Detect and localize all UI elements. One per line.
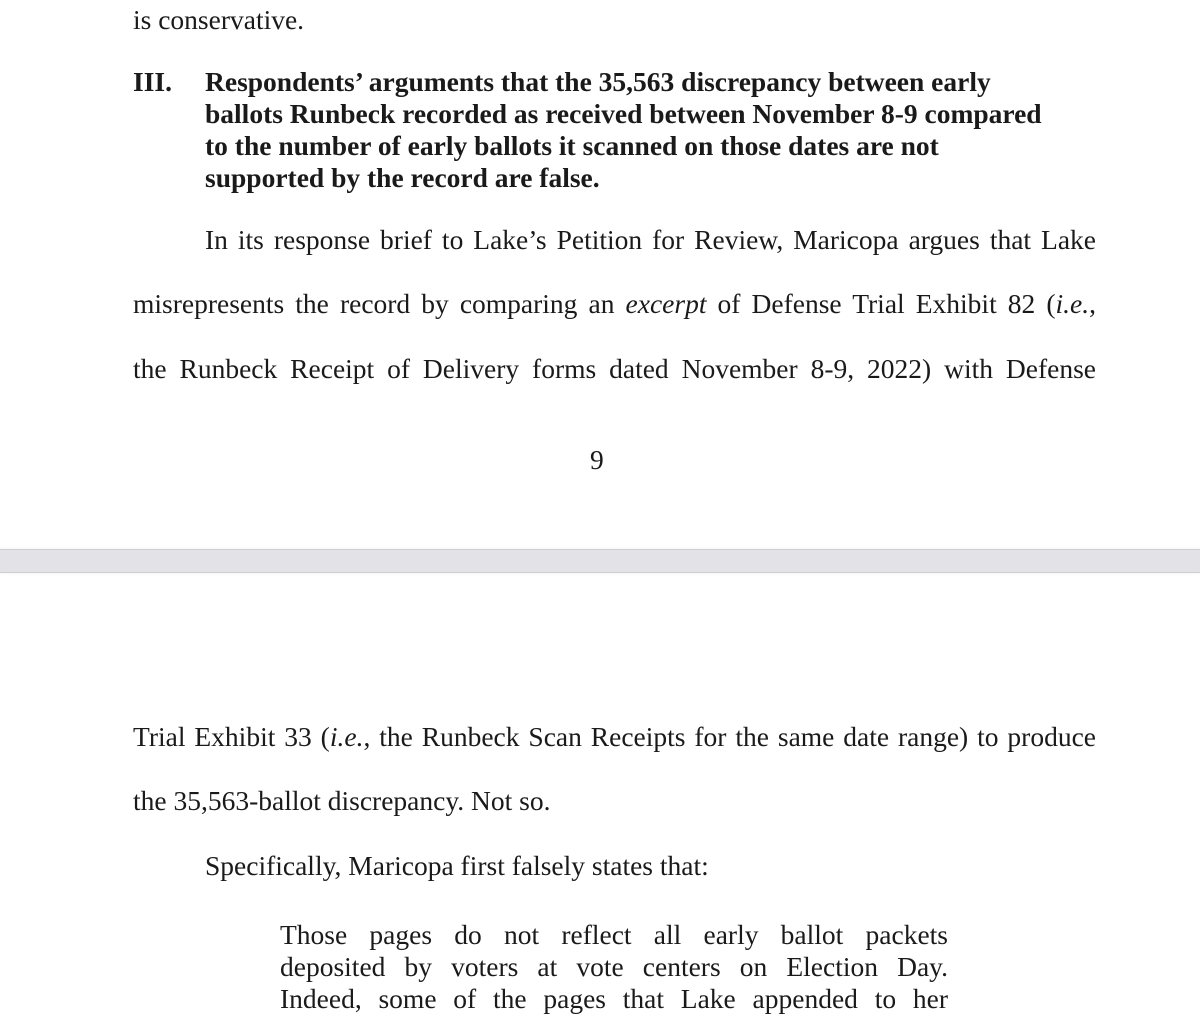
heading-line: supported by the record are false. xyxy=(205,162,600,193)
paragraph-line xyxy=(133,288,1096,320)
section-number: III. xyxy=(133,66,172,97)
paragraph-line: Specifically, Maricopa first falsely states that: xyxy=(205,850,709,881)
heading-line: Respondents’ arguments that the 35,563 discrepancy between early xyxy=(205,66,991,97)
paragraph-line: the 35,563-ballot discrepancy. Not so. xyxy=(133,785,551,816)
heading-line: to the number of early ballots it scanned on those dates are not xyxy=(205,130,939,161)
paragraph-line: the Runbeck Receipt of Delivery forms dated November 8-9, 2022) with Defense xyxy=(133,353,1096,384)
page-number: 9 xyxy=(590,444,604,475)
section-heading xyxy=(205,66,1105,194)
block-quote-line: Those pages do not reflect all early ballot packets xyxy=(280,919,948,950)
page-break xyxy=(0,549,1200,573)
emphasis: i.e. xyxy=(1055,288,1090,319)
emphasis: i.e. xyxy=(329,721,364,752)
text: , xyxy=(1089,288,1096,319)
text: of Defense Trial Exhibit 82 ( xyxy=(706,288,1056,319)
text: , the Runbeck Scan Receipts for the same date range) to produce xyxy=(363,721,1096,752)
block-quote-line: Indeed, some of the pages that Lake appended to her xyxy=(280,983,948,1014)
text: Trial Exhibit 33 ( xyxy=(133,721,330,752)
text: misrepresents the record by comparing an xyxy=(133,288,626,319)
block-quote-line: deposited by voters at vote centers on Election Day. xyxy=(280,951,948,982)
paragraph-line: In its response brief to Lake’s Petition for Review, Maricopa argues that Lake xyxy=(205,224,1096,255)
heading-line: ballots Runbeck recorded as received between November 8-9 compared xyxy=(205,98,1042,129)
top-line: is conservative. xyxy=(133,4,305,35)
emphasis: excerpt xyxy=(625,288,707,319)
paragraph-line xyxy=(133,721,1096,753)
